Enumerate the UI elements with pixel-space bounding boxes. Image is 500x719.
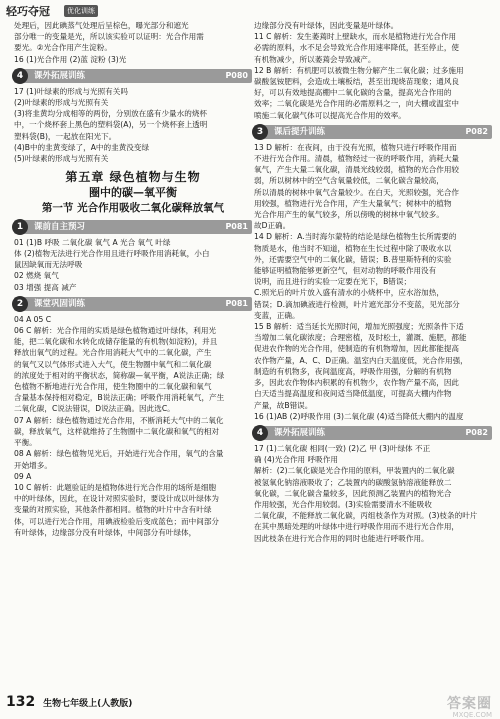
section-page: P082: [465, 427, 488, 437]
section-page: P082: [465, 126, 488, 136]
text-line: 体 (2)植物无法进行光合作用且进行呼吸作用消耗氧，小白: [14, 249, 210, 259]
section-number: 3: [252, 124, 268, 140]
text-line: 塑料袋(B)，一起放在阳光下。: [14, 131, 117, 141]
text-line: 开始增多。: [14, 460, 52, 470]
text-line: 当增加二氧化碳浓度；合理密植，及时松土，灌溉、施肥，都能: [254, 333, 467, 343]
text-line: 光合作用产生的氧气较多，所以傍晚的树林中氧气较多。: [254, 210, 444, 220]
text-line: 二氧化碳，不能释放二氧化碳，丙组枝条作为对照。(3)枝条的叶片: [254, 511, 478, 521]
text-line: 白天适当提高温度和夜间适当降低温度，可提高大棚内作物: [254, 389, 452, 399]
right-top-block: [254, 20, 492, 121]
text-line: 喷施二氧化碳气体可以提高光合作用的效率。: [254, 110, 406, 120]
section-title: 课外拓展训练: [274, 427, 326, 438]
text-line: 09 A: [14, 471, 32, 481]
q15-block: [254, 321, 492, 411]
text-line: 03 增强 提高 减产: [14, 282, 77, 292]
watermark-url: MXQE.COM: [452, 711, 492, 719]
section-title: 课外拓展训练: [34, 70, 86, 81]
text-line: 错误；D.滴加碘液进行检测，叶片遮光部分不变蓝，见光部分: [254, 299, 460, 309]
text-line: 15 B 解析：适当延长光照时间，增加光照强度；光照条件下适: [254, 322, 464, 332]
footer: [6, 694, 132, 710]
text-line: 中，一个烧杯套上黑色的塑料袋(A)，另一个烧杯套上透明: [14, 120, 208, 130]
section-number: 4: [12, 68, 28, 84]
text-line: 17 (1)叶绿素的形成与光照有关吗: [14, 86, 128, 96]
brand-logo: 轻巧夺冠: [6, 5, 50, 18]
text-line: 08 A 解析：绿色植物见光后，开始进行光合作用，氧气的含量: [14, 449, 224, 459]
text-line: C.照光后的叶片放入盛有清水的小烧杯中，应水浴加热，: [254, 288, 444, 298]
section-header-4-right: [254, 426, 492, 440]
right-column: [254, 20, 492, 544]
text-line: 因此枝条在进行光合作用的同时也能进行呼吸作用。: [254, 533, 429, 543]
section-title: 课前自主预习: [34, 221, 86, 232]
chapter-subtitle: 圈中的碳—氧平衡: [89, 186, 177, 200]
section-title: 课后提升训练: [274, 126, 326, 137]
watermark-logo: 答案圈: [447, 696, 492, 712]
text-line: 能够证明植物能够更新空气，但对动物的呼吸作用没有: [254, 266, 437, 276]
text-line: 促进农作物的光合作用，使制造的有机物增加，因此都能提高: [254, 344, 460, 354]
text-line: 01 (1)B 呼吸 二氧化碳 氧气 A 光合 氧气 叶绿: [14, 237, 171, 247]
text-line: 06 C 解析：光合作用的实质是绿色植物通过叶绿体，利用光: [14, 326, 217, 336]
text-line: 变量的对照实验，其他条件都相同。植物的叶片中含有叶绿: [14, 505, 212, 515]
text-line: 碳，释放氧气，这样就维持了生物圈中二氧化碳和氧气的相对: [14, 426, 220, 436]
text-line: 12 B 解析：有机肥可以被微生物分解产生二氧化碳；过多施用: [254, 65, 464, 75]
text-line: 氧化碳，二氧化碳含量较多，因此预测乙装置内的植物光合: [254, 488, 452, 498]
text-line: 作用较强，光合作用较弱。(3)实验需要清水不能吸收: [254, 499, 432, 509]
text-line: 农作物产量，A、C、D正确。温室内白天温度低，光合作用强，: [254, 355, 468, 365]
text-line: 部分唯一的变量是光，所以该实验可以证明：光合作用需: [14, 32, 204, 42]
section-header-1: [14, 220, 252, 234]
q16-answer: 16 (1)AB (2)呼吸作用 (3)二氧化碳 (4)适当降低大棚内的温度: [254, 411, 464, 421]
text-line: 外，还需要空气中的二氧化碳，错误；B.普里斯特利的实验: [254, 254, 452, 264]
text-line: 释放出氧气的过程。光合作用消耗大气中的二氧化碳，产生: [14, 348, 212, 358]
text-line: 中的叶绿体，因此，在设计对照实验时，要设计成以叶绿体为: [14, 494, 220, 504]
section-header-3: [254, 125, 492, 139]
q17-left-block: [14, 86, 252, 164]
section-page: P081: [225, 298, 248, 308]
text-line: 不进行光合作用。清晨，植物经过一夜的呼吸作用，消耗大量: [254, 154, 460, 164]
text-line: 平衡。: [14, 438, 37, 448]
q17-right-block: [254, 443, 492, 544]
text-line: 色植物不断地进行光合作用，使生物圈中的二氧化碳和氧气: [14, 382, 212, 392]
pre-study-block: [14, 237, 252, 293]
text-line: 弱，所以树林中的空气含氧量较低，二氧化碳含量较高，: [254, 176, 444, 186]
text-line: (2)叶绿素的形成与光照有关: [14, 98, 109, 108]
text-line: 13 D 解析：在夜间，由于没有光照，植物只进行呼吸作用而: [254, 142, 457, 152]
footer-book-title: 生物七年级上(人教版): [43, 699, 133, 709]
section-header-2: [14, 297, 252, 311]
section-number: 4: [252, 425, 268, 441]
text-line: 的氧气又以气体形式进入大气，使生物圈中氧气和二氧化碳: [14, 359, 212, 369]
text-line: 好，可以有效地提高棚中二氧化碳的含量，提高光合作用的: [254, 88, 452, 98]
section-number: 2: [12, 296, 28, 312]
text-line: 14 D 解析：A.当时海尔蒙特的结论是绿色植物生长所需要的: [254, 232, 457, 242]
q13-q14-block: [254, 142, 492, 321]
text-line: 含量基本保持相对稳定，B说法正确；呼吸作用消耗氧气，产生: [14, 393, 225, 403]
text-line: 鼠因缺氧而无法呼吸: [14, 260, 83, 270]
text-line: 用较强，植物进行光合作用，产生大量氧气；树林中的植物: [254, 198, 452, 208]
text-line: 碳酸氢铵肥料，会造成土壤板结，甚至出现烧苗现象；通风良: [254, 77, 460, 87]
text-line: 所以清晨的树林中氧气含量较少。在白天，光照较强，光合作: [254, 187, 460, 197]
text-line: 处理后，因此碘蒸气处理后呈棕色，曝光部分和遮光: [14, 21, 189, 30]
text-line: 变蓝，正确。: [254, 310, 300, 320]
text-line: 10 C 解析：此题验证的是植物体进行光合作用的场所是细胞: [14, 482, 217, 492]
text-line: 的浓度处于相对的平衡状态，简称碳—氧平衡，A说法正确；绿: [14, 370, 225, 380]
left-top-block: [14, 20, 252, 65]
text-line: (4)B中的韭黄变绿了，A中的韭黄没变绿: [14, 142, 150, 152]
chapter-title: 第五章 绿色植物与生物: [65, 170, 201, 185]
text-line: 必需的原料，水不足会导致光合作用速率降低，甚至停止，使: [254, 43, 460, 53]
text-line: 被氢氧化钠溶液吸收了；乙装置内的碳酸氢钠溶液能释放二: [254, 477, 452, 487]
text-line: 体，可以进行光合作用，用碘液检验后变成蓝色；而中间部分: [14, 516, 220, 526]
text-line: 07 A 解析：绿色植物通过光合作用，不断消耗大气中的二氧化: [14, 415, 224, 425]
section-header-4-left: [14, 69, 252, 83]
text-line: 要光。②光合作用产生淀粉。: [14, 43, 112, 53]
text-line: 故D正确。: [254, 221, 291, 231]
text-line: 04 A 05 C: [14, 314, 52, 324]
text-line: 产量，故B错误。: [254, 400, 313, 410]
text-line: 多，因此农作物体内积累的有机物少，农作物产量不高，因此: [254, 378, 460, 388]
section-number: 1: [12, 219, 28, 235]
text-line: 在其中黑暗处理的叶绿体中进行呼吸作用而不进行光合作用，: [254, 522, 460, 532]
text-line: 二氧化碳，C说法错误，D说法正确。因此选C。: [14, 404, 175, 414]
section-title: 课堂巩固训练: [34, 298, 86, 309]
section-page: P080: [225, 70, 248, 80]
left-column: [14, 20, 252, 538]
text-line: 物质是水，他当时不知道，植物在生长过程中除了吸收水以: [254, 243, 452, 253]
text-line: (5)叶绿素的形成与光照有关: [14, 154, 109, 164]
text-line: 说明，而且进行的实验一定要在光下，B错误；: [254, 277, 412, 287]
text-line: 解析：(2)二氧化碳是光合作用的原料，甲装置内的二氧化碳: [254, 466, 455, 476]
text-line: 有机物减少，所以萎蔫会导致减产。: [254, 54, 376, 64]
text-line: 有叶绿体，边缘部分没有叶绿体，中间部分有叶绿体，: [14, 527, 197, 537]
header: [0, 0, 500, 22]
header-badge: 优化训练: [64, 5, 98, 17]
text-line: 制造的有机物多，夜间温度高，呼吸作用强，分解的有机物: [254, 366, 452, 376]
text-line: 02 燃烧 氧气: [14, 271, 59, 281]
text-line: 确 (4)光合作用 呼吸作用: [254, 455, 338, 465]
text-line: 17 (1)二氧化碳 相同(一致) (2)乙 甲 (3)叶绿体 不正: [254, 443, 431, 453]
page-number: 132: [6, 694, 36, 710]
section-heading: 第一节 光合作用吸收二氧化碳释放氧气: [41, 201, 225, 214]
section-page: P081: [225, 221, 248, 231]
text-line: 能，把二氧化碳和水转化成储存能量的有机物(如淀粉)，并且: [14, 337, 218, 347]
text-line: 11 C 解析：发生萎蔫时上壁缺水，而水是植物进行光合作用: [254, 32, 457, 42]
text-line: 边缘部分没有叶绿体，因此变量是叶绿体。: [254, 21, 399, 30]
text-line: 效率；二氧化碳是光合作用的必需原料之一，向大棚或温室中: [254, 99, 460, 109]
text-line: 16 (1)光合作用 (2)蓝 淀粉 (3)光: [14, 54, 127, 64]
classroom-block: [14, 314, 252, 538]
text-line: 氧气，产生大量二氧化碳，清晨光线较弱，植物的光合作用较: [254, 165, 460, 175]
text-line: (3)将韭黄均分成相等的两份，分别放在盛有少量水的烧杯: [14, 109, 208, 119]
